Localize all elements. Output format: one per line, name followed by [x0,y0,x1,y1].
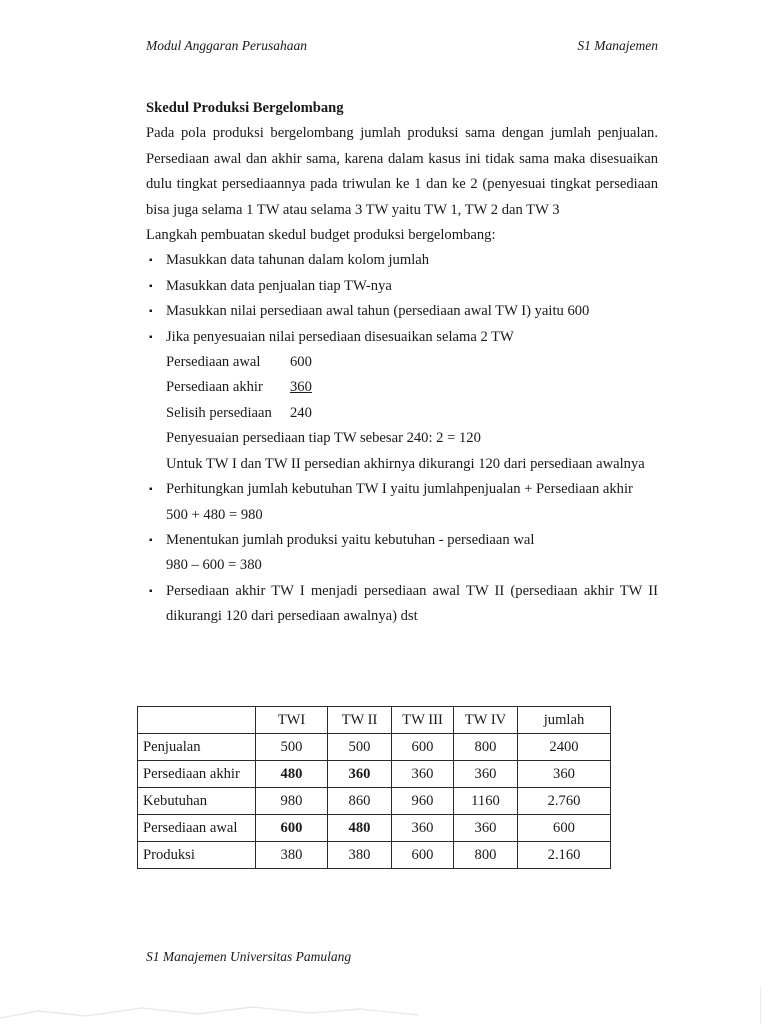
table-row [138,815,611,842]
header-right-text: S1 Manajemen [577,38,658,53]
page-title: Skedul Produksi Bergelombang [146,100,344,116]
inventory-detail-value: 360 [290,379,312,396]
table-cell: 480 [256,761,328,788]
table-cell: 360 [454,761,518,788]
steps-heading: Langkah pembuatan skedul budget produksi bergelombang: [146,227,496,244]
bullet-text: Perhitungkan jumlah kebutuhan TW I yaitu jumlahpenjualan + Persediaan akhir [166,481,633,498]
table-row-label: Kebutuhan [138,788,256,815]
table-cell: 360 [454,815,518,842]
bullet-text: Persediaan akhir TW I menjadi persediaan awal TW II (persediaan akhir TW II dikurangi 120 dari persediaan awalnya) dst [166,582,658,625]
inventory-detail-row [166,375,658,400]
table-row [138,788,611,815]
production-schedule-table [137,706,611,869]
inventory-detail-value: 600 [290,354,312,371]
table-header-cell: jumlah [518,707,611,734]
table-cell: 360 [392,761,454,788]
bullet-item [146,248,658,273]
table-cell: 360 [392,815,454,842]
bullet-item [146,579,658,630]
inventory-detail-label: Selisih persediaan [166,404,272,421]
intro-paragraph: Pada pola produksi bergelombang jumlah produksi sama dengan jumlah penjualan. Persediaan awal dan akhir sama, karena dalam kasus ini tidak sama maka disesuaikan dulu tingkat persediaannya pada triwulan ke 1 dan ke 2 (penyesuai tingkat persediaan bisa juga selama 1 TW atau selama 3 TW yaitu TW 1, TW 2 dan TW 3 [146,125,658,218]
table-cell: 2.760 [518,788,611,815]
inventory-detail-label: Persediaan akhir [166,379,263,396]
bullet-icon: ▪ [149,534,153,546]
table-cell: 360 [328,761,392,788]
bullet-icon: ▪ [149,484,153,496]
bullet-item [146,528,658,579]
table-header-cell: TW III [392,707,454,734]
bullet-text: Menentukan jumlah produksi yaitu kebutuhan - persediaan wal [166,531,535,548]
table-cell: 500 [256,734,328,761]
bullet-text: Masukkan data penjualan tiap TW-nya [166,277,392,294]
table-cell: 380 [256,842,328,869]
table-header-cell: TWI [256,707,328,734]
bullet-item [146,299,658,324]
scan-edge-artifact-right [760,986,762,1024]
table-cell: 480 [328,815,392,842]
bullet-icon: ▪ [149,585,153,597]
bullet-sub-line: 500 + 480 = 980 [166,506,263,523]
table-cell: 980 [256,788,328,815]
table-cell: 2.160 [518,842,611,869]
bullet-icon: ▪ [149,255,153,267]
header-left-text: Modul Anggaran Perusahaan [146,38,307,53]
bullet-item [146,325,658,477]
inventory-detail-row [166,350,658,375]
steps-list [146,248,658,629]
bullet-text: Jika penyesuaian nilai persediaan disesuaikan selama 2 TW [166,328,514,345]
table-cell: 800 [454,734,518,761]
bullet-icon: ▪ [149,306,153,318]
table-cell: 360 [518,761,611,788]
table-cell: 600 [518,815,611,842]
table-header-cell: TW II [328,707,392,734]
table-cell: 600 [392,734,454,761]
bullet-icon: ▪ [149,331,153,343]
table-header-cell: TW IV [454,707,518,734]
bullet-item [146,274,658,299]
table-cell: 960 [392,788,454,815]
bullet-text: Masukkan nilai persediaan awal tahun (persediaan awal TW I) yaitu 600 [166,303,590,320]
table-cell: 600 [392,842,454,869]
bullet-sub-line: 980 – 600 = 380 [166,557,262,574]
inventory-detail-label: Persediaan awal [166,354,261,371]
table-header-row [138,707,611,734]
table-cell: 1160 [454,788,518,815]
table-row-label: Persediaan awal [138,815,256,842]
table-cell: 800 [454,842,518,869]
bullet-sub-line: Penyesuaian persediaan tiap TW sebesar 240: 2 = 120 [166,430,481,447]
scan-edge-artifact [0,1002,420,1024]
table-row-label: Produksi [138,842,256,869]
table-body [138,734,611,869]
inventory-detail-value: 240 [290,404,312,421]
table-cell: 500 [328,734,392,761]
table-row [138,734,611,761]
table-row [138,842,611,869]
bullet-item [146,477,658,528]
inventory-detail-row [166,401,658,426]
table-row [138,761,611,788]
table-cell: 600 [256,815,328,842]
table-row-label: Penjualan [138,734,256,761]
table-cell: 2400 [518,734,611,761]
bullet-sub-line: Untuk TW I dan TW II persedian akhirnya dikurangi 120 dari persediaan awalnya [166,455,645,472]
bullet-text: Masukkan data tahunan dalam kolom jumlah [166,252,430,269]
table-row-label: Persediaan akhir [138,761,256,788]
page-footer: S1 Manajemen Universitas Pamulang [146,949,352,964]
bullet-icon: ▪ [149,280,153,292]
table-cell: 860 [328,788,392,815]
page-header [146,38,658,54]
table-header-cell [138,707,256,734]
document-body [146,96,658,630]
table-cell: 380 [328,842,392,869]
